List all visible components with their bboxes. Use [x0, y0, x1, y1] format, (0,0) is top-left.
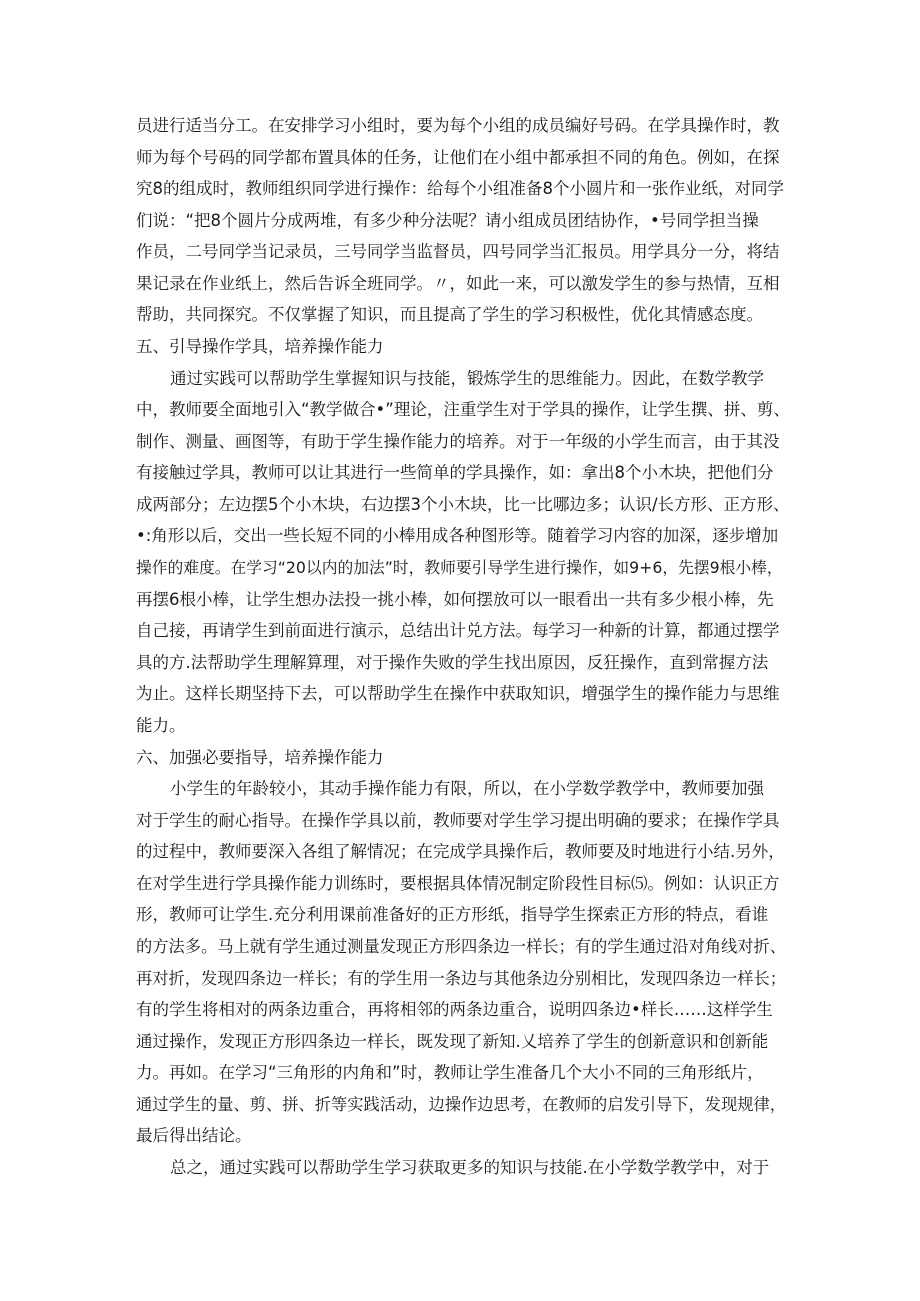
text-line: 帮助，共同探究。不仅掌握了知识，而且提高了学生的学习积极性，优化其情感态度。 [136, 305, 763, 324]
text-line: 制作、测量、画图等，有助于学生操作能力的培养。对于一年级的小学生而言，由于其没 [136, 432, 780, 451]
text-line: 力。再如。在学习“三角形的内角和”时，教师让学生准备几个大小不同的三角形纸片， [136, 1063, 764, 1082]
text-line: 们说：“把8个圆片分成两堆，有多少种分法呢？请小组成员团结协作，•号同学担当操 [136, 211, 759, 230]
text-line: 为止。这样长期坚持下去，可以帮助学生在操作中获取知识，增强学生的操作能力与思维 [136, 684, 780, 703]
text-line: 有接触过学具，教师可以让其进行一些简单的学具操作，如：拿出8个小木块，把他们分 [136, 463, 774, 482]
section-heading-6: 六、加强必要指导，培养操作能力 [136, 748, 384, 767]
text-line: 最后得出结论。 [136, 1126, 252, 1145]
text-line: 小学生的年龄较小，其动手操作能力有限，所以，在小学数学教学中，教师要加强 [170, 779, 764, 798]
text-line: 成两部分；左边摆5个小木块，右边摆3个小木块，比一比哪边多；认识/长方形、正方形、 [136, 495, 790, 514]
text-line: 总之，通过实践可以帮助学生学习获取更多的知识与技能.在小学数学教学中，对于 [170, 1158, 770, 1177]
text-line: 通过学生的量、剪、拼、折等实践活动，边操作边思考，在教师的启发引导下，发现规律， [136, 1095, 786, 1114]
text-line: 具的方.法帮助学生理解算理，对于操作失败的学生找出原因，反狂操作，直到常握方法 [136, 653, 769, 672]
text-line: 作员，二号同学当记录员，三号同学当监督员，四号同学当汇报员。用学具分一分，将结 [136, 242, 780, 261]
text-line: 究8的组成时，教师组织同学进行操作：给每个小组准备8个小圆片和一张作业纸，对同学 [136, 179, 784, 198]
text-line: 的方法多。马上就有学生通过测量发现正方形四条边一样长；有的学生通过沿对角线对折、 [136, 937, 786, 956]
text-line: 对于学生的耐心指导。在操作学具以前，教师要对学生学习提出明确的要求；在操作学具 [136, 811, 780, 830]
text-line: 形，教师可让学生.充分利用课前准备好的正方形纸，指导学生探索正方形的特点，看谁 [136, 905, 769, 924]
text-line: 中，教师要全面地引入“教学做合•”理论，注重学生对于学具的操作，让学生撰、拼、剪、 [136, 400, 790, 419]
text-line: 师为每个号码的同学都布置具体的任务，让他们在小组中都承担不同的角色。例如，在探 [136, 148, 780, 167]
text-line: 在对学生进行学具操作能力训练时，要根据具体情况制定阶段性目标⑸。例如：认识正方 [136, 874, 780, 893]
text-line: 有的学生将相对的两条边重合，再将相邻的两条边重合，说明四条边•样长……这样学生 [136, 1000, 773, 1019]
text-line: 员进行适当分工。在安排学习小组时，要为每个小组的成员编好号码。在学具操作时，教 [136, 116, 780, 135]
text-line: 能力。 [136, 716, 186, 735]
text-line: •:角形以后，交出一些长短不同的小棒用成各种图形等。随着学习内容的加深，逐步增加 [136, 526, 779, 545]
text-line: 自己接，再请学生到前面进行演示，总结出计兑方法。每学习一种新的计算，都通过摆学 [136, 621, 780, 640]
text-line: 再对折，发现四条边一样长；有的学生用一条边与其他条边分别相比，发现四条边一样长； [136, 969, 786, 988]
text-line: 果记录在作业纸上，然后告诉全班同学。〃，如此一来，可以激发学生的参与热情，互相 [136, 274, 780, 293]
text-line: 再摆6根小棒，让学生想办法投一挑小棒，如何摆放可以一眼看出一共有多少根小棒，先 [136, 590, 774, 609]
text-line: 的过程中，教师要深入各组了解情况；在完成学具操作后，教师要及时地进行小结.另外， [136, 842, 785, 861]
text-line: 通过实践可以帮助学生掌握知识与技能，锻炼学生的思维能力。因此，在数学教学 [170, 369, 764, 388]
section-heading-5: 五、引导操作学具，培养操作能力 [136, 337, 384, 356]
text-line: 通过操作，发现正方形四条边一样长，既发现了新知.乂培养了学生的创新意识和创新能 [136, 1032, 769, 1051]
text-line: 操作的难度。在学习“20以内的加法”时，教师要引导学生进行操作，如9+6，先摆9根小棒， [136, 558, 783, 577]
